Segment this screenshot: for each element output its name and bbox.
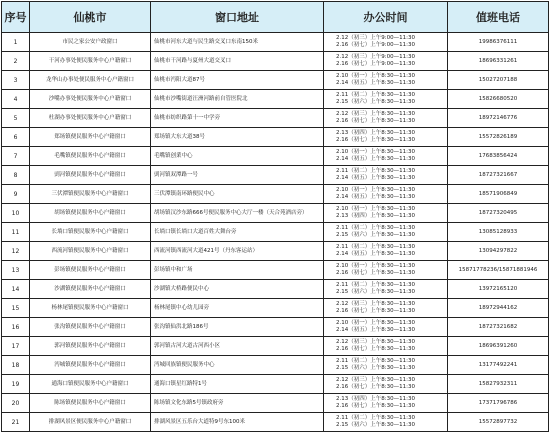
- row-phone: 18727321667: [448, 166, 549, 185]
- row-seq: 15: [2, 299, 30, 318]
- row-time-line: 2.12（初三）上午9:00—11:30: [336, 54, 415, 60]
- row-office-hours: [324, 280, 448, 299]
- row-phone: 18571906849: [448, 185, 549, 204]
- row-address: 仙桃市纺织路第十一中学旁: [151, 109, 324, 128]
- row-office-hours: [324, 299, 448, 318]
- row-seq: 21: [2, 413, 30, 432]
- row-window: 沔城镇便民服务中心户籍窗口: [30, 356, 151, 375]
- row-address: 沔城回族镇便民服务中心: [151, 356, 324, 375]
- row-time-line: 2.13（初四）上午8:30—11:30: [336, 213, 415, 219]
- row-seq: 11: [2, 223, 30, 242]
- table-row: [2, 318, 549, 337]
- row-office-hours: [324, 128, 448, 147]
- row-address: 剅河镇双潭路一号: [151, 166, 324, 185]
- row-address: 排湖风景区五乐台大道特9号东100米: [151, 413, 324, 432]
- row-office-hours: [324, 242, 448, 261]
- row-time-line: 2.14（初五）上午8:30—11:30: [336, 175, 415, 181]
- row-time-line: 2.10（初一）上午8:30—11:30: [336, 206, 415, 212]
- row-office-hours: [324, 375, 448, 394]
- row-seq: 13: [2, 261, 30, 280]
- row-window: 郭河镇便民服务中心户籍窗口: [30, 337, 151, 356]
- row-window: 西流河镇便民服务中心户籍窗口: [30, 242, 151, 261]
- row-time-line: 2.16（初七）上午8:30—11:30: [336, 137, 415, 143]
- row-office-hours: [324, 71, 448, 90]
- row-window: 沙嘴办事处便民服务中心户籍窗口: [30, 90, 151, 109]
- row-time-line: 2.14（初五）上午8:30—11:30: [336, 194, 415, 200]
- row-seq: 18: [2, 356, 30, 375]
- row-address: 通海口镇星红路特1号: [151, 375, 324, 394]
- table-row: [2, 223, 549, 242]
- row-address: 郑场镇大东大道38号: [151, 128, 324, 147]
- row-seq: 3: [2, 71, 30, 90]
- row-time-line: 2.14（初五）上午8:30—11:30: [336, 80, 415, 86]
- row-phone: 13177492241: [448, 356, 549, 375]
- row-time-line: 2.10（初一）上午8:30—11:30: [336, 187, 415, 193]
- row-seq: 10: [2, 204, 30, 223]
- row-seq: 4: [2, 90, 30, 109]
- row-phone: 18696391260: [448, 337, 549, 356]
- table-row: [2, 166, 549, 185]
- row-address: 杨林尾镇中心幼儿园旁: [151, 299, 324, 318]
- row-time-line: 2.16（初七）上午9:00—11:30: [336, 61, 415, 67]
- table-row: [2, 413, 549, 432]
- row-window: 杨林尾镇便民服务中心户籍窗口: [30, 299, 151, 318]
- row-time-line: 2.14（初五）上午8:30—11:30: [336, 156, 415, 162]
- row-office-hours: [324, 90, 448, 109]
- row-office-hours: [324, 109, 448, 128]
- row-window: 三伏潭镇便民服务中心户籍窗口: [30, 185, 151, 204]
- row-time-line: 2.12（初三）上午8:30—11:30: [336, 377, 415, 383]
- row-office-hours: [324, 413, 448, 432]
- row-seq: 1: [2, 33, 30, 52]
- row-phone: 18972146776: [448, 109, 549, 128]
- row-address: 仙桃市沔阳大道87号: [151, 71, 324, 90]
- row-window: 张沟镇便民服务中心户籍窗口: [30, 318, 151, 337]
- table-row: [2, 394, 549, 413]
- row-time-line: 2.11（初二）上午8:30—11:30: [336, 92, 415, 98]
- row-window: 排湖风景区便民服务中心户籍窗口: [30, 413, 151, 432]
- table-row: [2, 356, 549, 375]
- row-window: 陈场镇便民服务中心户籍窗口: [30, 394, 151, 413]
- row-address: 毛嘴镇创業中心: [151, 147, 324, 166]
- row-window: 毛嘴镇便民服务中心户籍窗口: [30, 147, 151, 166]
- row-seq: 20: [2, 394, 30, 413]
- row-office-hours: [324, 223, 448, 242]
- table-row: [2, 375, 549, 394]
- row-office-hours: [324, 356, 448, 375]
- row-address: 长埫口镇长埫口大道百姓大舞台旁: [151, 223, 324, 242]
- row-time-line: 2.16（初七）上午8:30—11:30: [336, 346, 415, 352]
- row-window: 长埫口镇便民服务中心户籍窗口: [30, 223, 151, 242]
- table-row: [2, 299, 549, 318]
- table-row: [2, 33, 549, 52]
- row-seq: 12: [2, 242, 30, 261]
- row-window: 通海口镇便民服务中心户籍窗口: [30, 375, 151, 394]
- row-address: 仙桃市河东大道与民生路交叉口东南150米: [151, 33, 324, 52]
- row-window: 郑场镇便民服务中心户籍窗口: [30, 128, 151, 147]
- row-phone: 18696331261: [448, 52, 549, 71]
- row-time-line: 2.16（初七）上午8:30—11:30: [336, 403, 415, 409]
- row-time-line: 2.13（初四）上午8:30—11:30: [336, 396, 415, 402]
- row-phone: 18727320495: [448, 204, 549, 223]
- table-row: [2, 52, 549, 71]
- row-phone: 13094297822: [448, 242, 549, 261]
- table-row: [2, 280, 549, 299]
- header-seq: 序号: [2, 2, 30, 33]
- row-phone: 13972165120: [448, 280, 549, 299]
- row-time-line: 2.11（初二）上午8:30—11:30: [336, 415, 415, 421]
- row-time-line: 2.15（初六）上午8:30—11:30: [336, 422, 415, 428]
- row-address: 沙湖镇大桥路便民中心: [151, 280, 324, 299]
- row-time-line: 2.14（初五）上午8:30—11:30: [336, 251, 415, 257]
- row-address: 仙桃市沙嘴街道汪洲河路前自管医院北: [151, 90, 324, 109]
- row-phone: 15871778236/15871881946: [448, 261, 549, 280]
- row-address: 胡场镇汉沙东路666号便民服务中心大厅一楼（天合苑酒店旁）: [151, 204, 324, 223]
- row-address: 张沟镇仙洪北路186号: [151, 318, 324, 337]
- table-row: [2, 90, 549, 109]
- row-office-hours: [324, 33, 448, 52]
- row-phone: 15572826189: [448, 128, 549, 147]
- row-time-line: 2.10（初一）上午8:30—11:30: [336, 320, 415, 326]
- row-address: 西流河镇西流河大道421号（丹东客运站）: [151, 242, 324, 261]
- row-seq: 5: [2, 109, 30, 128]
- row-phone: 17683856424: [448, 147, 549, 166]
- row-time-line: 2.11（初二）上午8:30—11:30: [336, 358, 415, 364]
- service-window-table: [1, 1, 549, 432]
- row-time-line: 2.15（初六）上午8:30—11:30: [336, 232, 415, 238]
- row-time-line: 2.10（初一）上午8:30—11:30: [336, 263, 415, 269]
- row-address: 郭河镇古河大道古河西小区: [151, 337, 324, 356]
- row-time-line: 2.12（初三）上午9:00—11:30: [336, 35, 415, 41]
- table-row: [2, 337, 549, 356]
- row-time-line: 2.16（初七）上午8:30—11:30: [336, 384, 415, 390]
- row-address: 彭场镇中和广场: [151, 261, 324, 280]
- row-window: 剅河镇便民服务中心户籍窗口: [30, 166, 151, 185]
- row-address: 仙桃市干河路与夏州大道交叉口: [151, 52, 324, 71]
- row-seq: 6: [2, 128, 30, 147]
- header-address: 窗口地址: [151, 2, 324, 33]
- row-office-hours: [324, 394, 448, 413]
- row-phone: 15827932311: [448, 375, 549, 394]
- row-phone: 15027207188: [448, 71, 549, 90]
- row-office-hours: [324, 52, 448, 71]
- table-row: [2, 261, 549, 280]
- row-phone: 15826680520: [448, 90, 549, 109]
- row-time-line: 2.12（初三）上午8:30—11:30: [336, 111, 415, 117]
- row-seq: 16: [2, 318, 30, 337]
- row-phone: 18727321682: [448, 318, 549, 337]
- row-phone: 17371796786: [448, 394, 549, 413]
- row-time-line: 2.11（初二）上午8:30—11:30: [336, 168, 415, 174]
- table-row: [2, 109, 549, 128]
- table-row: [2, 185, 549, 204]
- row-seq: 7: [2, 147, 30, 166]
- row-window: 市民之家公安户政窗口: [30, 33, 151, 52]
- row-time-line: 2.13（初四）上午8:30—11:30: [336, 130, 415, 136]
- row-window: 杜湖办事处便民服务中心户籍窗口: [30, 109, 151, 128]
- row-seq: 17: [2, 337, 30, 356]
- row-office-hours: [324, 147, 448, 166]
- row-time-line: 2.10（初一）上午8:30—11:30: [336, 73, 415, 79]
- row-office-hours: [324, 204, 448, 223]
- row-window: 彭场镇便民服务中心户籍窗口: [30, 261, 151, 280]
- row-time-line: 2.16（初七）上午8:30—11:30: [336, 118, 415, 124]
- row-seq: 14: [2, 280, 30, 299]
- row-phone: 15572897732: [448, 413, 549, 432]
- row-phone: 18972944162: [448, 299, 549, 318]
- row-time-line: 2.12（初三）上午8:30—11:30: [336, 339, 415, 345]
- row-time-line: 2.16（初七）上午9:00—11:30: [336, 42, 415, 48]
- row-seq: 9: [2, 185, 30, 204]
- row-phone: 19986376111: [448, 33, 549, 52]
- row-window: 干河办事处便民服务中心户籍窗口: [30, 52, 151, 71]
- table-row: [2, 204, 549, 223]
- row-time-line: 2.15（初六）上午8:30—11:30: [336, 289, 415, 295]
- row-office-hours: [324, 166, 448, 185]
- row-phone: 13085128933: [448, 223, 549, 242]
- row-time-line: 2.15（初六）上午8:30—11:30: [336, 365, 415, 371]
- table-header-row: [2, 2, 549, 33]
- row-time-line: 2.12（初三）上午8:30—11:30: [336, 301, 415, 307]
- table-row: [2, 147, 549, 166]
- row-office-hours: [324, 337, 448, 356]
- row-window: 胡场镇便民服务中心户籍窗口: [30, 204, 151, 223]
- row-address: 陈场镇文化东路5号镇政府旁: [151, 394, 324, 413]
- row-time-line: 2.11（初二）上午8:30—11:30: [336, 282, 415, 288]
- row-window: 沙湖镇便民服务中心户籍窗口: [30, 280, 151, 299]
- row-time-line: 2.16（初七）上午8:30—11:30: [336, 270, 415, 276]
- row-time-line: 2.14（初五）上午8:30—11:30: [336, 327, 415, 333]
- row-office-hours: [324, 261, 448, 280]
- header-phone: 值班电话: [448, 2, 549, 33]
- row-address: 三伏潭镇南环路便民中心: [151, 185, 324, 204]
- row-seq: 2: [2, 52, 30, 71]
- row-time-line: 2.11（初二）上午8:30—11:30: [336, 225, 415, 231]
- header-office-hours: 办公时间: [324, 2, 448, 33]
- row-time-line: 2.11（初二）上午8:30—11:30: [336, 244, 415, 250]
- header-city: 仙桃市: [30, 2, 151, 33]
- row-office-hours: [324, 185, 448, 204]
- row-window: 龙华山办事处便民服务中心户籍窗口: [30, 71, 151, 90]
- table-row: [2, 71, 549, 90]
- row-office-hours: [324, 318, 448, 337]
- row-time-line: 2.10（初一）上午8:30—11:30: [336, 149, 415, 155]
- table-row: [2, 128, 549, 147]
- row-seq: 8: [2, 166, 30, 185]
- row-seq: 19: [2, 375, 30, 394]
- table-row: [2, 242, 549, 261]
- row-time-line: 2.16（初七）上午8:30—11:30: [336, 308, 415, 314]
- row-time-line: 2.15（初六）上午8:30—11:30: [336, 99, 415, 105]
